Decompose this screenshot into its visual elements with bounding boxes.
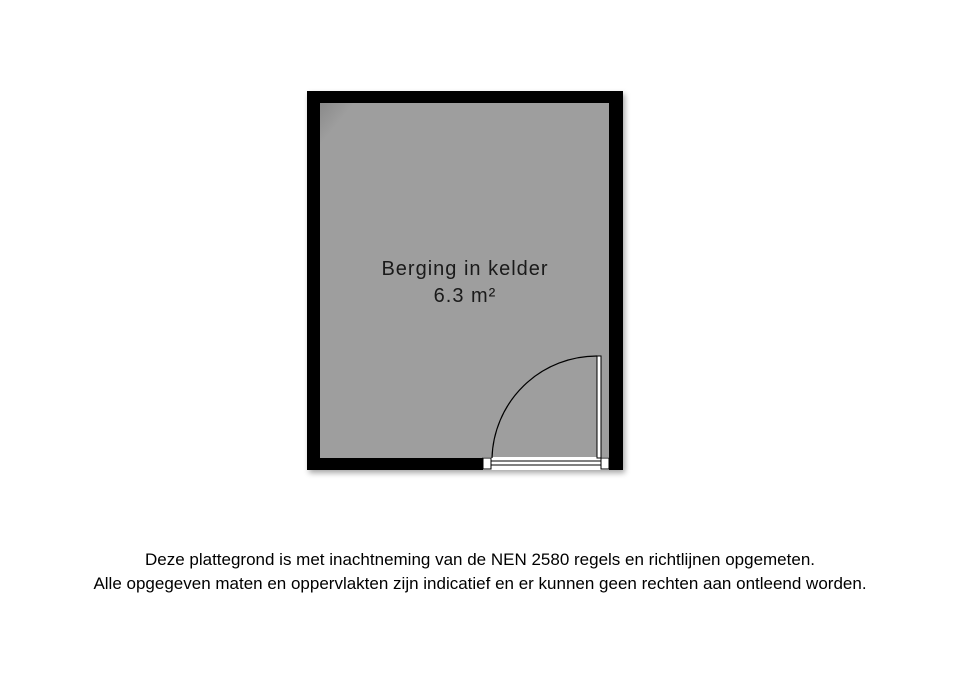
door-opening [483,457,609,470]
room-floor [320,103,609,458]
door-gap [483,457,609,470]
door-jamb-left [483,458,491,469]
disclaimer-line-2: Alle opgegeven maten en oppervlakten zijn indicatief en er kunnen geen rechten aan ontleend worden. [93,574,867,593]
room-area-label: 6.3 m² [433,285,497,307]
door-jamb-right [601,458,609,469]
door-leaf [597,356,601,458]
room-name-label: Berging in kelder [381,258,549,280]
disclaimer-line-1: Deze plattegrond is met inachtneming van de NEN 2580 regels en richtlijnen opgemeten. [144,550,815,569]
